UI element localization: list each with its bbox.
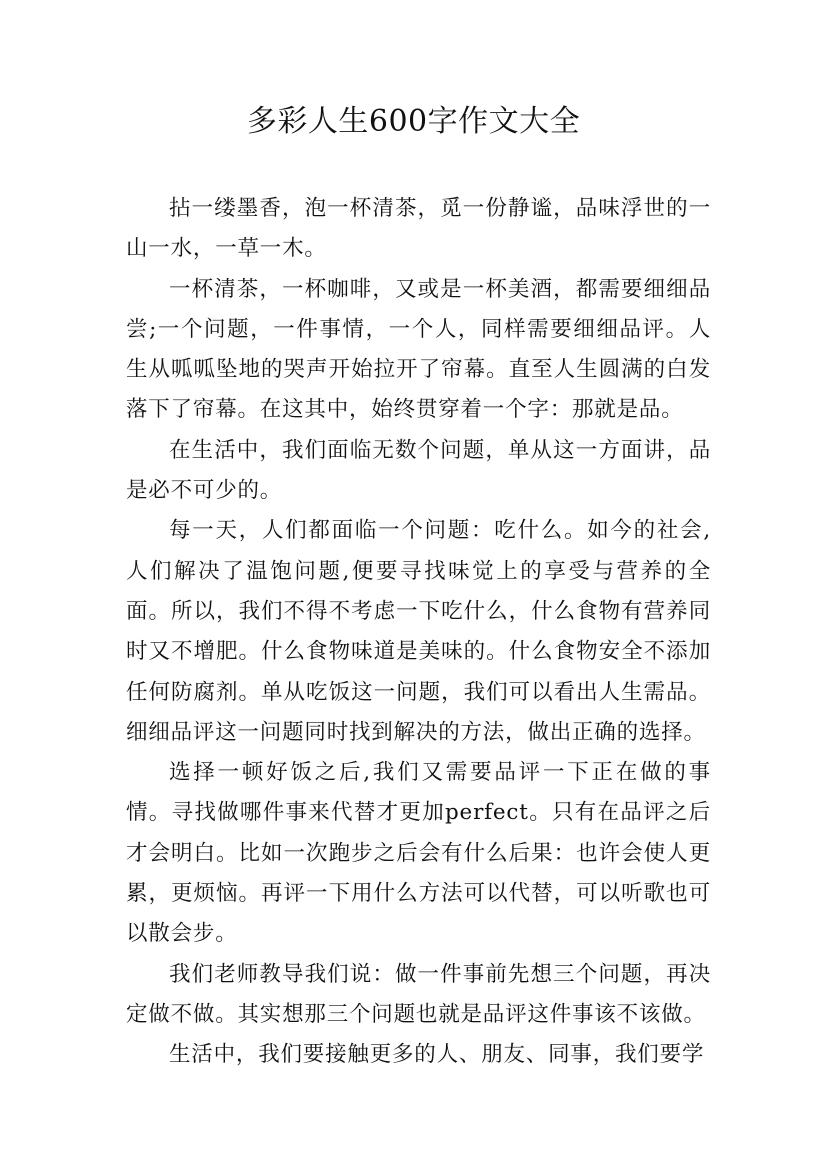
- paragraph: 我们老师教导我们说：做一件事前先想三个问题，再决定做不做。其实想那三个问题也就是品评这件事该不该做。: [126, 961, 711, 1027]
- paragraph: 一杯清茶，一杯咖啡，又或是一杯美酒，都需要细细品尝;一个问题，一件事情，一个人，同样需要细细品评。人生从呱呱坠地的哭声开始拉开了帘幕。直至人生圆满的白发落下了帘幕。在这其中，始终贯穿着一个字：那就是品。: [126, 276, 711, 423]
- paragraph: 选择一顿好饭之后,我们又需要品评一下正在做的事情。寻找做哪件事来代替才更加perfect。只有在品评之后才会明白。比如一次跑步之后会有什么后果：也许会使人更累，更烦恼。再评一下用什么方法可以代替，可以听歌也可以散会步。: [126, 760, 711, 947]
- paragraph: 拈一缕墨香，泡一杯清茶，觅一份静谧，品味浮世的一山一水，一草一木。: [126, 196, 711, 262]
- paragraph: 在生活中，我们面临无数个问题，单从这一方面讲，品是必不可少的。: [126, 437, 711, 504]
- paragraph: 每一天，人们都面临一个问题：吃什么。如今的社会,人们解决了温饱问题,便要寻找味觉上的享受与营养的全面。所以，我们不得不考虑一下吃什么，什么食物有营养同时又不增肥。什么食物味道是美味的。什么食物安全不添加任何防腐剂。单从吃饭这一问题，我们可以看出人生需品。细细品评这一问题同时找到解决的方法，做出正确的选择。: [126, 518, 711, 745]
- document-title: 多彩人生600字作文大全: [246, 104, 581, 139]
- document-body: [126, 189, 711, 1076]
- paragraph: 生活中，我们要接触更多的人、朋友、同事，我们要学: [169, 1042, 705, 1068]
